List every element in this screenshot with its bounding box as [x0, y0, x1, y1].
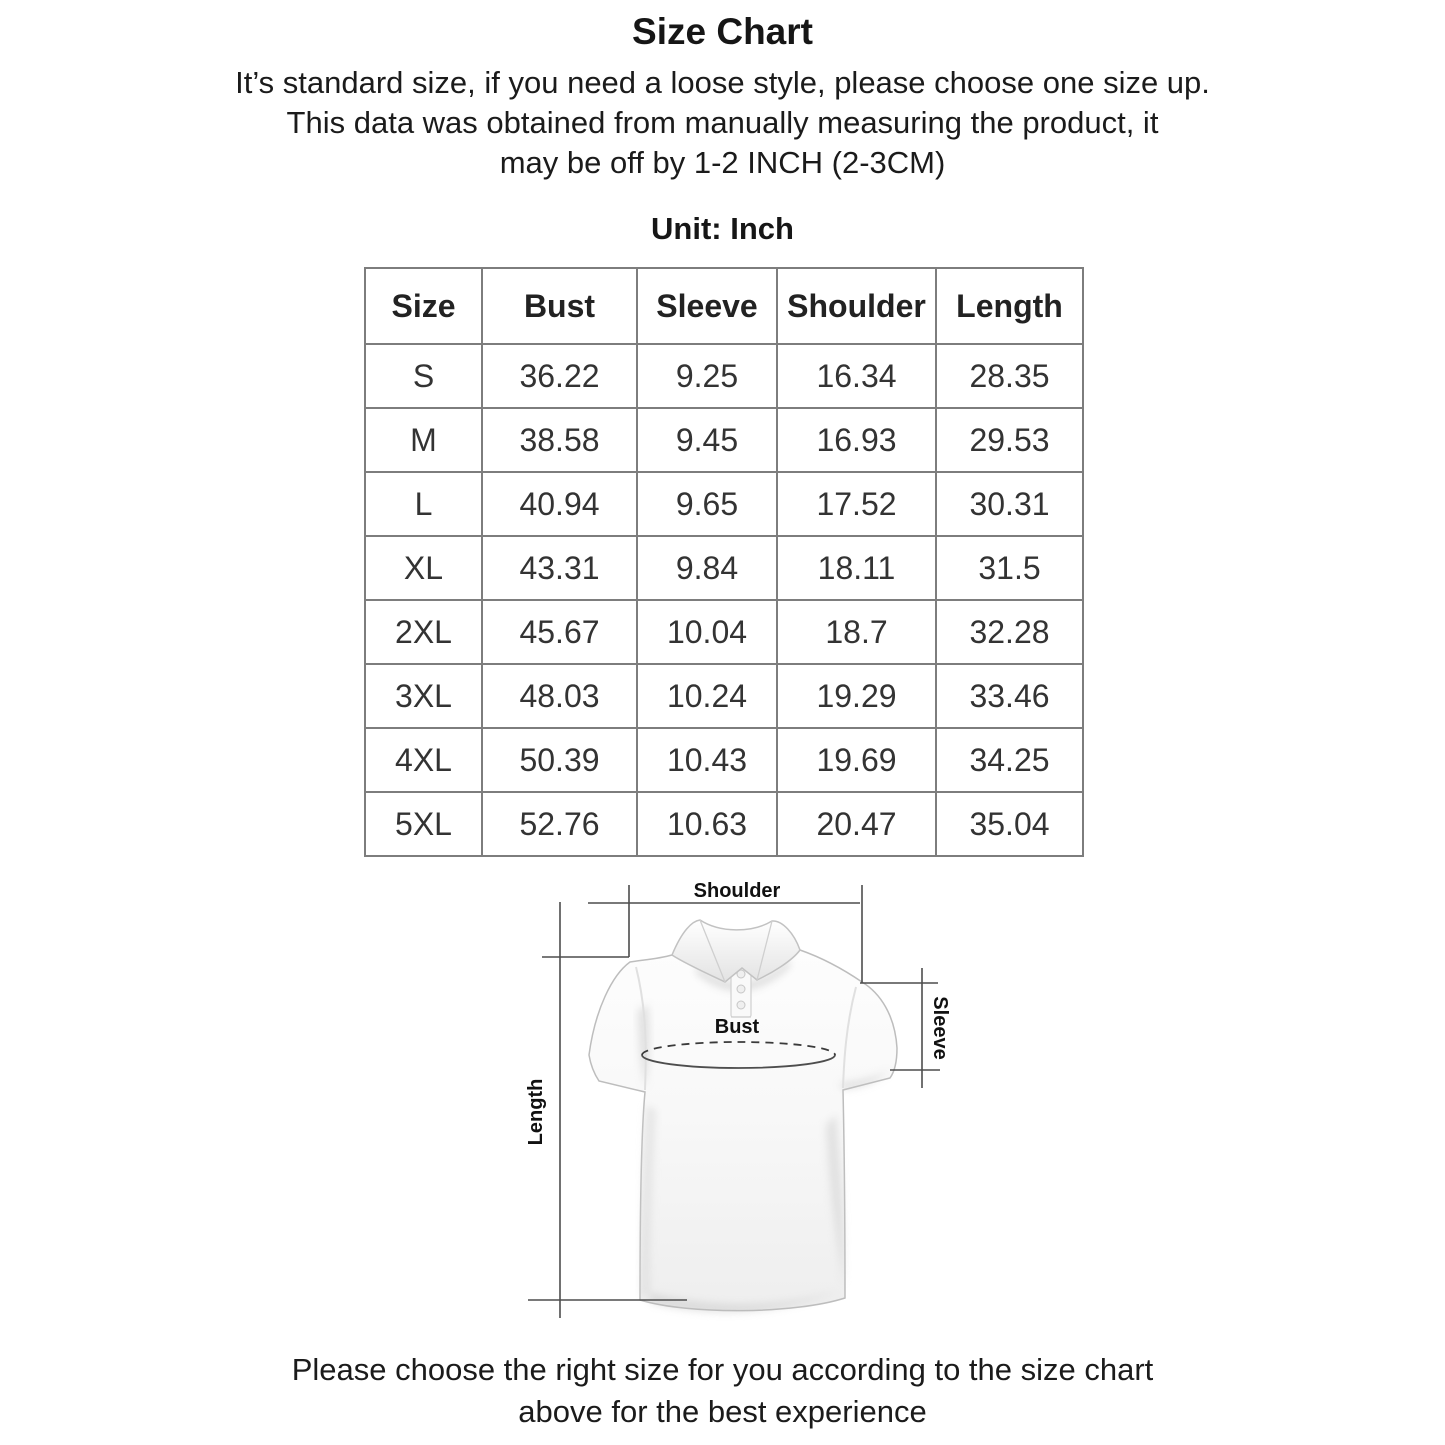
table-row-s — [365, 344, 1083, 408]
cell-shoulder: 18.7 — [777, 600, 936, 664]
cell-length: 31.5 — [936, 536, 1083, 600]
shoulder-label: Shoulder — [693, 880, 781, 902]
header-cell-sleeve: Sleeve — [637, 268, 777, 344]
cell-sleeve: 10.63 — [637, 792, 777, 856]
shirt-measurement-diagram — [500, 875, 980, 1325]
cell-sleeve: 9.65 — [637, 472, 777, 536]
cell-bust: 40.94 — [482, 472, 637, 536]
cell-length: 32.28 — [936, 600, 1083, 664]
cell-size: 2XL — [365, 600, 482, 664]
cell-shoulder: 19.29 — [777, 664, 936, 728]
table-row-2xl — [365, 600, 1083, 664]
cell-shoulder: 18.11 — [777, 536, 936, 600]
header-cell-bust: Bust — [482, 268, 637, 344]
footer-note — [0, 1349, 1445, 1433]
header-cell-size: Size — [365, 268, 482, 344]
cell-sleeve: 9.84 — [637, 536, 777, 600]
cell-length: 29.53 — [936, 408, 1083, 472]
cell-bust: 45.67 — [482, 600, 637, 664]
cell-shoulder: 17.52 — [777, 472, 936, 536]
cell-length: 35.04 — [936, 792, 1083, 856]
unit-label: Unit: Inch — [651, 211, 794, 246]
cell-shoulder: 19.69 — [777, 728, 936, 792]
description — [0, 63, 1445, 183]
cell-sleeve: 9.25 — [637, 344, 777, 408]
footer-line-2: above for the best experience — [518, 1394, 927, 1429]
cell-bust: 52.76 — [482, 792, 637, 856]
cell-size: 5XL — [365, 792, 482, 856]
table-row-xl — [365, 536, 1083, 600]
cell-sleeve: 9.45 — [637, 408, 777, 472]
cell-size: 4XL — [365, 728, 482, 792]
cell-size: S — [365, 344, 482, 408]
cell-bust: 50.39 — [482, 728, 637, 792]
header-cell-shoulder: Shoulder — [777, 268, 936, 344]
table-row-m — [365, 408, 1083, 472]
sleeve-label: Sleeve — [929, 996, 951, 1060]
button-2 — [737, 985, 745, 993]
cell-size: M — [365, 408, 482, 472]
cell-sleeve: 10.43 — [637, 728, 777, 792]
cell-size: L — [365, 472, 482, 536]
description-line-2: This data was obtained from manually measuring the product, it — [286, 105, 1159, 140]
table-header-row — [365, 268, 1083, 344]
table-row-3xl — [365, 664, 1083, 728]
cell-length: 30.31 — [936, 472, 1083, 536]
description-line-3: may be off by 1-2 INCH (2-3CM) — [499, 145, 946, 180]
cell-sleeve: 10.04 — [637, 600, 777, 664]
cell-shoulder: 20.47 — [777, 792, 936, 856]
table-row-4xl — [365, 728, 1083, 792]
cell-sleeve: 10.24 — [637, 664, 777, 728]
cell-bust: 48.03 — [482, 664, 637, 728]
cell-size: 3XL — [365, 664, 482, 728]
cell-size: XL — [365, 536, 482, 600]
cell-length: 28.35 — [936, 344, 1083, 408]
table-row-5xl — [365, 792, 1083, 856]
cell-shoulder: 16.34 — [777, 344, 936, 408]
footer-line-1: Please choose the right size for you according to the size chart — [291, 1352, 1154, 1387]
cell-bust: 36.22 — [482, 344, 637, 408]
page-title: Size Chart — [632, 11, 813, 52]
header-cell-length: Length — [936, 268, 1083, 344]
cell-shoulder: 16.93 — [777, 408, 936, 472]
length-label: Length — [525, 1078, 547, 1146]
cell-length: 34.25 — [936, 728, 1083, 792]
cell-bust: 43.31 — [482, 536, 637, 600]
cell-length: 33.46 — [936, 664, 1083, 728]
description-line-1: It’s standard size, if you need a loose style, please choose one size up. — [235, 65, 1210, 100]
polo-shirt-illustration — [589, 920, 897, 1313]
table-row-l — [365, 472, 1083, 536]
cell-bust: 38.58 — [482, 408, 637, 472]
bust-label: Bust — [714, 1016, 760, 1038]
button-3 — [737, 1001, 745, 1009]
size-table — [364, 267, 1084, 857]
